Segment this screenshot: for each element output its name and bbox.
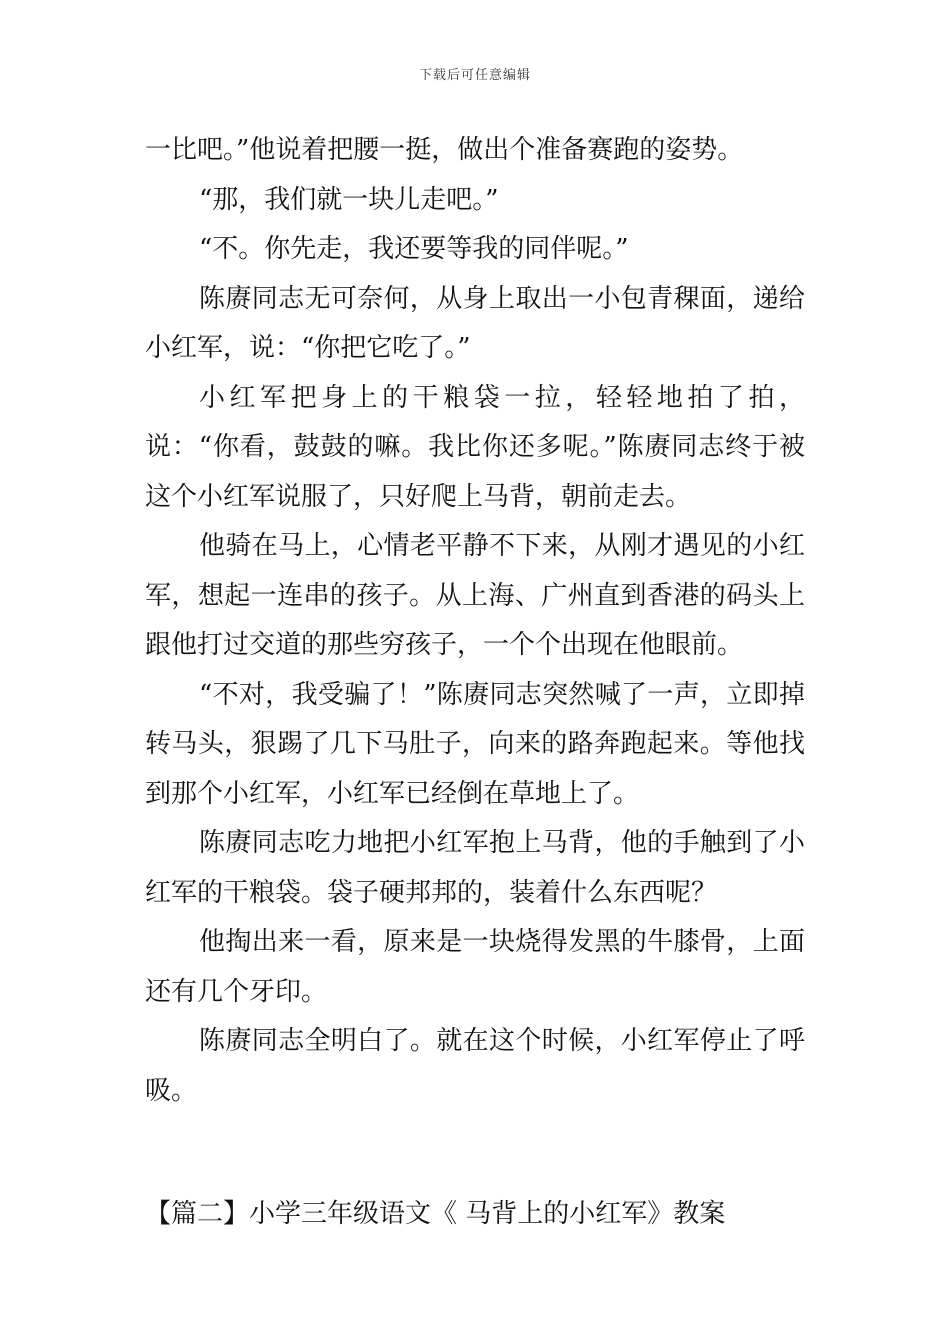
section-spacer bbox=[145, 1116, 805, 1190]
section-title: 【篇二】小学三年级语文《 马背上的小红军》教案 bbox=[145, 1199, 726, 1229]
paragraph-continuation: 一比吧。”他说着把腰一挺，做出个准备赛跑的姿势。 bbox=[145, 135, 744, 165]
page-header-note: 下载后可任意编辑 bbox=[418, 68, 531, 83]
paragraph: 陈赓同志全明白了。就在这个时候，小红军停止了呼吸。 bbox=[145, 1026, 805, 1106]
paragraph: 陈赓同志吃力地把小红军抱上马背，他的手触到了小红军的干粮袋。袋子硬邦邦的，装着什么东西呢？ bbox=[145, 828, 805, 908]
paragraph: 他掏出来一看，原来是一块烧得发黑的牛膝骨，上面还有几个牙印。 bbox=[145, 927, 805, 1007]
paragraph: “不。你先走，我还要等我的同伴呢。” bbox=[199, 234, 629, 264]
paragraph: 陈赓同志无可奈何，从身上取出一小包青稞面，递给小红军，说：“你把它吃了。” bbox=[145, 283, 805, 363]
paragraph: “不对，我受骗了！”陈赓同志突然喊了一声，立即掉转马头，狠踢了几下马肚子，向来的路奔跑起来。等他找到那个小红军，小红军已经倒在草地上了。 bbox=[145, 679, 805, 809]
paragraph: 小红军把身上的干粮袋一拉，轻轻地拍了拍，说：“你看，鼓鼓的嘛。我比你还多呢。”陈赓同志终于被这个小红军说服了，只好爬上马背，朝前走去。 bbox=[145, 382, 805, 512]
paragraph: 他骑在马上，心情老平静不下来，从刚才遇见的小红军，想起一连串的孩子。从上海、广州直到香港的码头上跟他打过交道的那些穷孩子，一个个出现在他眼前。 bbox=[145, 531, 805, 660]
paragraph: “那，我们就一块儿走吧。” bbox=[199, 184, 499, 215]
document-body bbox=[145, 126, 805, 1240]
